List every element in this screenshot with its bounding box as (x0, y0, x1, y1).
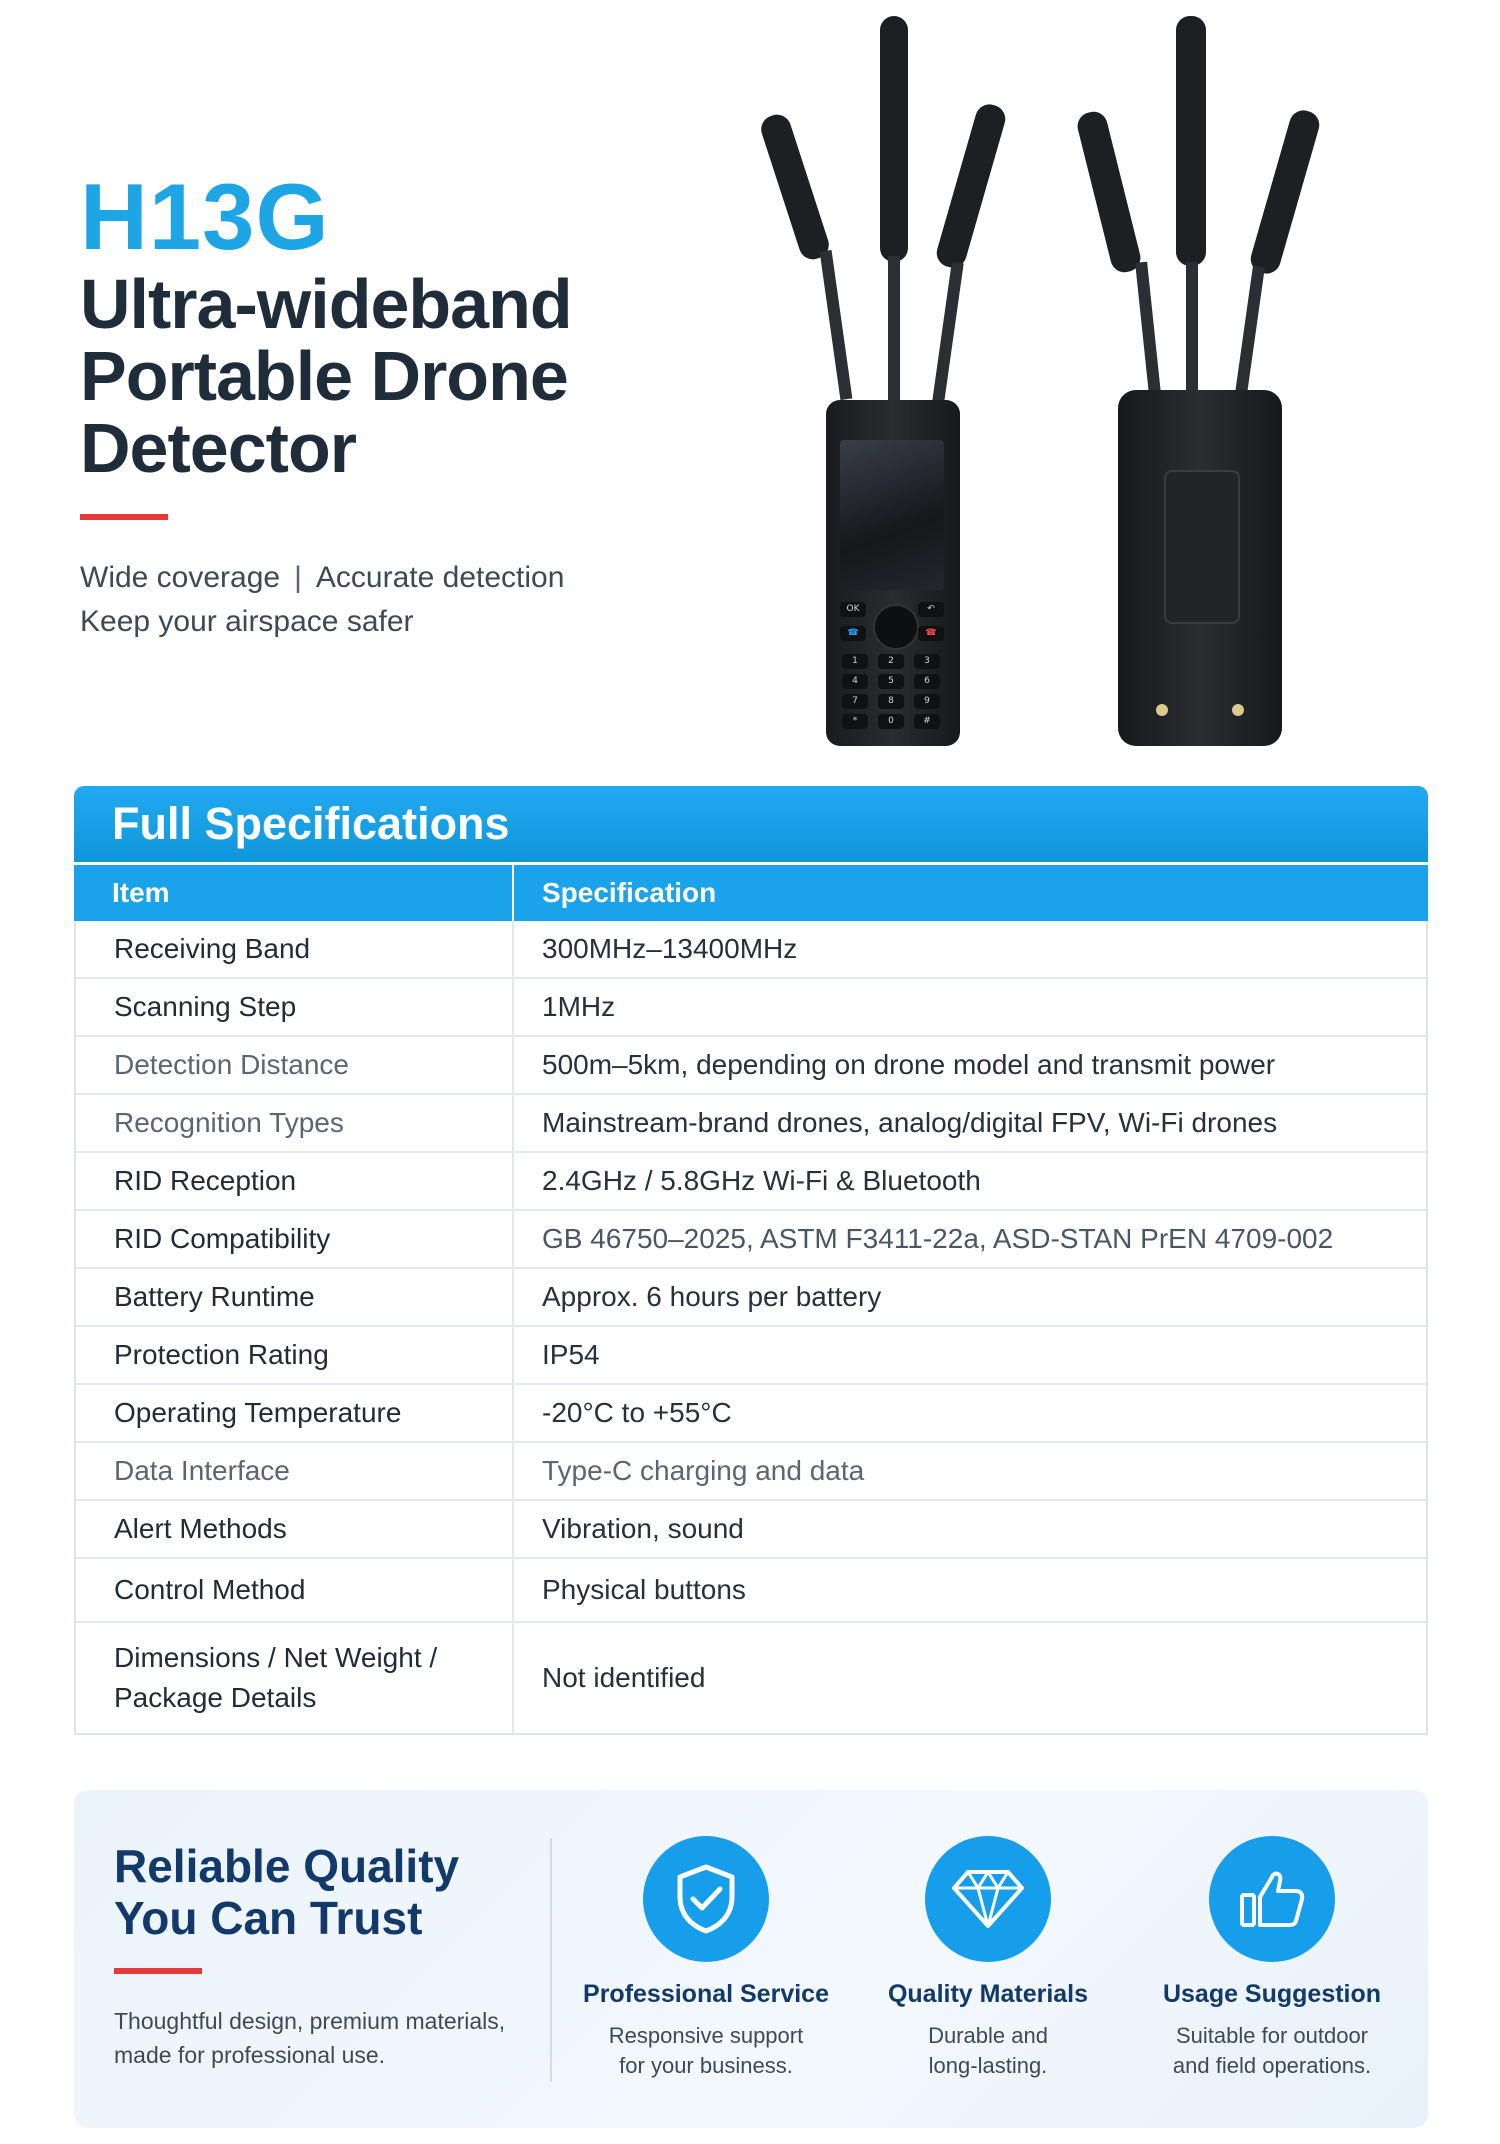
key-8: 8 (878, 694, 904, 709)
antenna-right (933, 101, 1008, 271)
antenna-back-right (1247, 107, 1322, 277)
spec-value: GB 46750–2025, ASTM F3411-22a, ASD-STAN PrEN 4709-002 (542, 1223, 1334, 1254)
spec-value: 500m–5km, depending on drone model and transmit power (542, 1049, 1276, 1080)
spec-value: IP54 (542, 1339, 600, 1370)
antenna-center (880, 16, 908, 262)
key-7: 7 (842, 694, 868, 709)
gooseneck-back-left (1135, 262, 1161, 395)
table-row (76, 1267, 1426, 1325)
spec-item: RID Reception (76, 1153, 514, 1209)
quality-title-line-1: Reliable Quality (114, 1840, 460, 1892)
tagline-safety: Keep your airspace safer (80, 605, 414, 638)
key-4: 4 (842, 674, 868, 689)
key-6: 6 (914, 674, 940, 689)
device-screen (840, 440, 944, 590)
thumbs-up-icon (1209, 1836, 1335, 1962)
feature-title: Professional Service (583, 1980, 829, 2008)
spec-item: Protection Rating (76, 1327, 514, 1383)
tagline-coverage: Wide coverage (80, 561, 281, 594)
feature-description-line-1: Responsive support (608, 2023, 804, 2048)
headline-line-2: Portable Drone (80, 337, 568, 415)
antenna-back-left (1075, 109, 1144, 275)
spec-item-line-1: Dimensions / Net Weight / (114, 1642, 438, 1673)
charging-contact-right (1232, 704, 1244, 716)
key-hash: # (914, 714, 940, 729)
column-header-item: Item (74, 865, 514, 921)
table-row (76, 921, 1426, 977)
spec-value: Vibration, sound (542, 1513, 744, 1544)
feature-quality-materials (858, 1836, 1118, 2081)
quality-accent-divider (114, 1968, 202, 1974)
belt-clip (1164, 470, 1240, 624)
key-5: 5 (878, 674, 904, 689)
column-header-specification: Specification (542, 877, 717, 908)
gooseneck-back-right (1235, 266, 1265, 394)
spec-value: 300MHz–13400MHz (542, 933, 798, 964)
table-header (74, 862, 1428, 921)
hero-section (0, 0, 1500, 780)
gooseneck-back-center (1186, 262, 1198, 394)
spec-item: Detection Distance (76, 1037, 514, 1093)
headline-line-3: Detector (80, 409, 356, 487)
quality-panel (74, 1790, 1428, 2128)
quality-subtitle-line-2: made for professional use. (114, 2042, 386, 2068)
feature-description-line-2: for your business. (619, 2053, 793, 2078)
antenna-back-center (1176, 16, 1206, 266)
specifications-table (74, 786, 1428, 1735)
feature-description (858, 2021, 1118, 2081)
product-model: H13G (80, 164, 330, 269)
tagline-accuracy: Accurate detection (315, 561, 565, 594)
spec-item: Receiving Band (76, 921, 514, 977)
table-row (76, 1035, 1426, 1093)
spec-value: Not identified (542, 1662, 706, 1693)
table-row (76, 1557, 1426, 1621)
gooseneck-right (932, 262, 963, 402)
spec-item: RID Compatibility (76, 1211, 514, 1267)
feature-description (576, 2021, 836, 2081)
spec-value: Physical buttons (542, 1574, 746, 1605)
spec-item-line-2: Package Details (114, 1682, 317, 1713)
key-2: 2 (878, 654, 904, 669)
table-row (76, 1325, 1426, 1383)
spec-value: -20°C to +55°C (542, 1397, 732, 1428)
table-row (76, 1151, 1426, 1209)
table-row (76, 1383, 1426, 1441)
table-row (76, 1209, 1426, 1267)
spec-value: Mainstream-brand drones, analog/digital FPV, Wi-Fi drones (542, 1107, 1278, 1138)
key-ok: OK (840, 602, 866, 617)
quality-title (114, 1840, 459, 1944)
diamond-icon (925, 1836, 1051, 1962)
spec-item: Recognition Types (76, 1095, 514, 1151)
spec-item: Operating Temperature (76, 1385, 514, 1441)
table-row (76, 1441, 1426, 1499)
table-body (74, 921, 1428, 1735)
gooseneck-center (888, 256, 900, 402)
gooseneck-left (820, 250, 853, 400)
spec-item: Data Interface (76, 1443, 514, 1499)
table-row (76, 1093, 1426, 1151)
charging-contact-left (1156, 704, 1168, 716)
antenna-left (758, 111, 833, 263)
vertical-divider (550, 1838, 552, 2082)
feature-description-line-2: and field operations. (1172, 2053, 1372, 2078)
key-star: * (842, 714, 868, 729)
specifications-title: Full Specifications (74, 786, 1428, 862)
back-key-icon: ↶ (918, 602, 944, 617)
feature-professional-service (576, 1836, 836, 2081)
tagline-separator: | (294, 561, 302, 594)
quality-title-line-2: You Can Trust (114, 1892, 423, 1944)
spec-item: Battery Runtime (76, 1269, 514, 1325)
feature-description-line-2: long-lasting. (928, 2053, 1048, 2078)
tagline (80, 556, 564, 644)
spec-value: 1MHz (542, 991, 616, 1022)
spec-value: Approx. 6 hours per battery (542, 1281, 882, 1312)
spec-value: Type-C charging and data (542, 1455, 865, 1486)
shield-check-icon (643, 1836, 769, 1962)
feature-description-line-1: Durable and (928, 2023, 1048, 2048)
key-9: 9 (914, 694, 940, 709)
accent-divider (80, 514, 168, 520)
spec-item: Scanning Step (76, 979, 514, 1035)
feature-title: Quality Materials (887, 1980, 1089, 2008)
table-row (76, 1499, 1426, 1557)
end-key-icon: ☎ (918, 626, 944, 641)
device-keypad (840, 596, 946, 736)
quality-subtitle (114, 2004, 505, 2072)
headline-line-1: Ultra-wideband (80, 265, 572, 343)
quality-subtitle-line-1: Thoughtful design, premium materials, (114, 2008, 506, 2034)
table-row (76, 1621, 1426, 1733)
feature-description-line-1: Suitable for outdoor (1175, 2023, 1369, 2048)
spec-item: Control Method (76, 1559, 514, 1621)
table-row (76, 977, 1426, 1035)
key-0: 0 (878, 714, 904, 729)
spec-item: Alert Methods (76, 1501, 514, 1557)
key-1: 1 (842, 654, 868, 669)
call-key-icon: ☎ (840, 626, 866, 641)
feature-title: Usage Suggestion (1162, 1980, 1382, 2008)
spec-item (76, 1623, 514, 1733)
spec-value: 2.4GHz / 5.8GHz Wi-Fi & Bluetooth (542, 1165, 981, 1196)
key-3: 3 (914, 654, 940, 669)
feature-description (1142, 2021, 1402, 2081)
feature-usage-suggestion (1142, 1836, 1402, 2081)
product-headline (80, 265, 572, 487)
